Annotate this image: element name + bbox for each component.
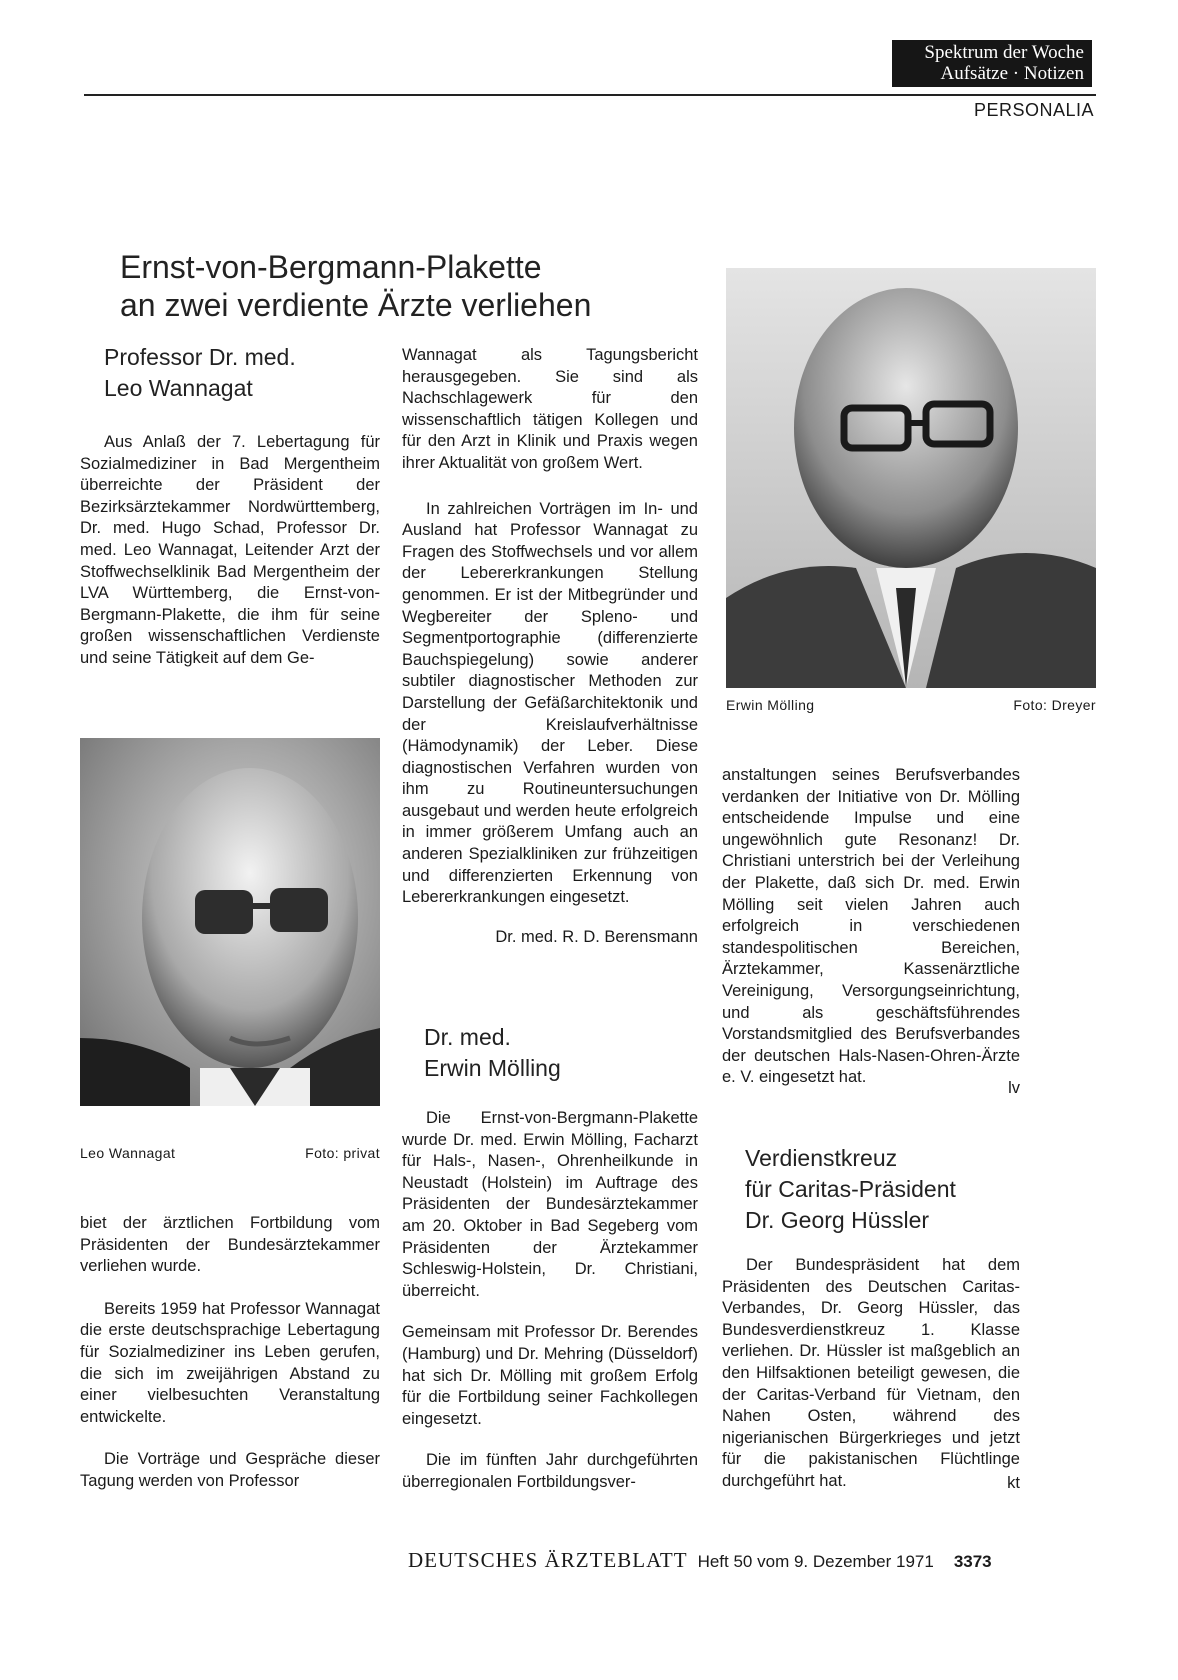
moelling-subhead-line-1: Dr. med. [424, 1024, 511, 1050]
wannagat-paragraph-3: Bereits 1959 hat Professor Wannagat die erste deutschsprachige Lebertagung für Sozialmediziner ins Leben gerufen, die sich im zweijährigen Abstand zu einer vielbesuchten Veranstaltung entwickelte. [80, 1299, 380, 1426]
moelling-paragraph-4: anstaltungen seines Berufsverbandes verdanken der Initiative von Dr. Mölling entscheidende Impulse und eine ungewöhnlich gute Resonanz! Dr. Christiani unterstrich bei der Verleihung der Plakette, daß sich Dr. med. Erwin Mölling seit vielen Jahren auch erfolgreich in verschiedenen standespolitischen Bereichen, Ärztekammer, Kassenärztliche Vereinigung, Versorgungseinrichtung, und als geschäftsführendes Vorstandsmitglied des Berufsverbandes der deutschen Hals-Nasen-Ohren-Ärzte e. V. eingesetzt hat. [722, 766, 1020, 1087]
caption-name: Erwin Mölling [726, 697, 815, 713]
page-number: 3373 [953, 1552, 992, 1571]
wannagat-signature: Dr. med. R. D. Berensmann [495, 928, 698, 946]
huessler-subhead-line-2: für Caritas-Präsident [745, 1176, 956, 1202]
wannagat-caption [80, 1145, 380, 1161]
wannagat-paragraph-4: Die Vorträge und Gespräche dieser Tagung werden von Professor [80, 1450, 380, 1490]
moelling-subhead [424, 1022, 561, 1084]
section-label: PERSONALIA [973, 100, 1094, 120]
caption-name: Leo Wannagat [80, 1145, 176, 1161]
moelling-signature: lv [1008, 1079, 1020, 1097]
moelling-column-3 [722, 765, 1020, 1089]
huessler-paragraph-1: Der Bundespräsident hat dem Präsidenten des Deutschen Caritas-Verbandes, Dr. Georg Hüssler, das Bundesverdienstkreuz 1. Klasse verliehen. Dr. Hüssler ist maßgeblich an den Hilfsaktionen beteiligt gewesen, die der Caritas-Verband für Vietnam, den Nahen Osten, während des nigerianischen Bürgerkrieges und jetzt für die pakistanischen Flüchtlinge durchgeführt hat. [722, 1256, 1020, 1490]
wannagat-paragraph-5: Wannagat als Tagungsbericht herausgegeben. Sie sind als Nachschlagewerk für den wissenschaftlich tätigen Kollegen und für den Arzt in Klinik und Praxis wegen ihrer Aktualität von großem Wert. [402, 346, 698, 472]
portrait-image [726, 268, 1096, 688]
badge-line-2: Aufsätze · Notizen [940, 63, 1084, 84]
moelling-paragraph-1: Die Ernst-von-Bergmann-Plakette wurde Dr. med. Erwin Mölling, Facharzt für Hals-, Nasen-, Ohrenheilkunde in Neustadt (Holstein) im Auftrage des Präsidenten der Bundesärztekammer am 20. Oktober in Bad Segeberg vom Präsidenten der Ärztekammer Schleswig-Holstein, Dr. Christiani, überreicht. [402, 1109, 698, 1300]
moelling-paragraph-3: Die im fünften Jahr durchgeführten überregionalen Fortbildungsver- [402, 1451, 698, 1491]
wannagat-subhead [104, 342, 296, 404]
wannagat-subhead-line-2: Leo Wannagat [104, 375, 253, 401]
portrait-image [80, 738, 380, 1106]
page-footer [408, 1548, 992, 1573]
article-headline [120, 248, 591, 324]
caption-credit: Foto: Dreyer [1013, 697, 1096, 713]
wannagat-intro [80, 432, 380, 670]
caption-credit: Foto: privat [305, 1145, 380, 1161]
moelling-paragraph-2: Gemeinsam mit Professor Dr. Berendes (Hamburg) und Dr. Mehring (Düsseldorf) hat sich Dr. Mölling mit großem Erfolg für die Fortbildung seiner Fachkollegen eingesetzt. [402, 1323, 698, 1428]
journal-name: DEUTSCHES ÄRZTEBLATT [408, 1548, 688, 1572]
issue-info: Heft 50 vom 9. Dezember 1971 [697, 1552, 934, 1571]
headline-line-1: Ernst-von-Bergmann-Plakette [120, 249, 542, 285]
huessler-subhead-line-1: Verdienstkreuz [745, 1145, 898, 1171]
badge-line-1: Spektrum der Woche [924, 42, 1084, 63]
huessler-signature: kt [1007, 1474, 1020, 1492]
wannagat-paragraph-2: biet der ärztlichen Fortbildung vom Präsidenten der Bundesärztekammer verliehen wurde. [80, 1214, 380, 1276]
huessler-subhead-line-3: Dr. Georg Hüssler [745, 1207, 930, 1233]
wannagat-column-2 [402, 345, 698, 909]
headline-line-2: an zwei verdiente Ärzte verliehen [120, 287, 592, 323]
huessler-text [722, 1255, 1020, 1493]
wannagat-continuation [80, 1213, 380, 1493]
moelling-caption [726, 697, 1096, 713]
moelling-photo [726, 268, 1096, 688]
wannagat-paragraph-1: Aus Anlaß der 7. Lebertagung für Sozialmediziner in Bad Mergentheim überreichte der Präsident der Bezirksärztekammer Nordwürttemberg, Dr. med. Hugo Schad, Professor Dr. med. Leo Wannagat, Leitender Arzt der Stoffwechselklinik Bad Mergentheim der LVA Württemberg, die Ernst-von-Bergmann-Plakette, die ihm für seine großen wissenschaftlichen Verdienste und seine Tätigkeit auf dem Ge- [80, 433, 380, 667]
header-rule [84, 94, 1096, 96]
section-badge [892, 40, 1092, 87]
wannagat-subhead-line-1: Professor Dr. med. [104, 344, 296, 370]
wannagat-photo [80, 738, 380, 1106]
moelling-column-2 [402, 1108, 698, 1494]
huessler-subhead [745, 1143, 956, 1236]
moelling-subhead-line-2: Erwin Mölling [424, 1055, 561, 1081]
wannagat-paragraph-6: In zahlreichen Vorträgen im In- und Ausland hat Professor Wannagat zu Fragen des Stoffwechsels und vor allem der Lebererkrankungen Stellung genommen. Er ist der Mitbegründer und Wegbereiter der Spleno- und Segmentportographie (differenzierte Bauchspiegelung) sowie anderer subtiler diagnostischer Methoden zur Darstellung der Gefäßarchitektonik und der Kreislaufverhältnisse (Hämodynamik) der Leber. Diese diagnostischen Verfahren wurden von ihm zu Routineuntersuchungen ausgebaut und werden heute erfolgreich in immer größerem Umfang auch an anderen Spezialkliniken zur frühzeitigen und differenzierten Erkennung von Lebererkrankungen eingesetzt. [402, 499, 698, 907]
